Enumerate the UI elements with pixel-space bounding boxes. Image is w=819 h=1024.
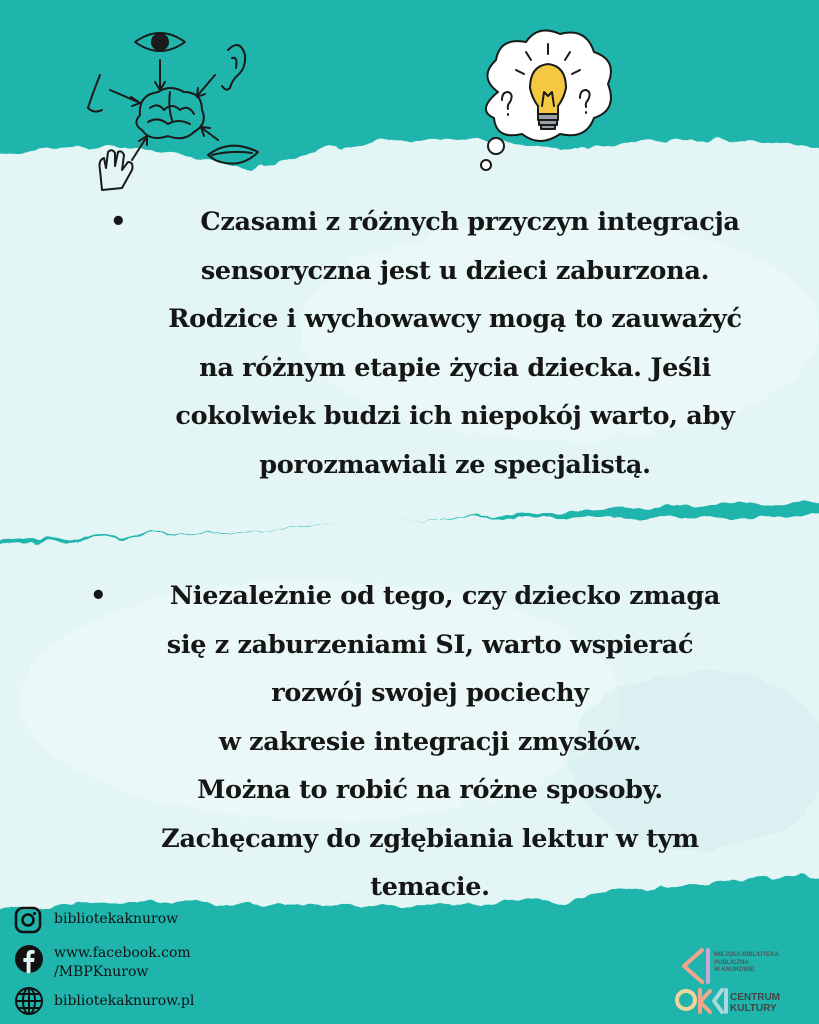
bullet-text-line: Niezależnie od tego, czy dziecko zmaga <box>169 581 721 611</box>
bullet-point-1 <box>100 198 780 489</box>
bullet-text-line: Można to robić na różne sposoby. <box>197 775 663 805</box>
facebook-url-line2: /MBPKnurow <box>54 964 149 980</box>
culture-center-line2: KULTURY <box>730 1003 777 1014</box>
nose-icon <box>88 75 102 112</box>
globe-icon <box>14 986 44 1016</box>
bullet-text-line: sensoryczna jest u dzieci zaburzona. <box>200 255 710 286</box>
library-name <box>714 952 794 975</box>
library-name-line2: PUBLICZNA <box>714 959 749 966</box>
bullet-dot: • <box>110 207 127 237</box>
library-name-line1: MIEJSKA BIBLIOTEKA <box>714 952 779 958</box>
bullet-text-line: cokolwiek budzi ich niepokój warto, aby <box>175 401 735 431</box>
bullet-text-line: rozwój swojej pociechy <box>271 678 589 708</box>
website-url: bibliotekaknurow.pl <box>54 993 195 1009</box>
bullet-point-2 <box>80 572 770 912</box>
culture-center-name <box>730 992 780 1014</box>
bullet-text-line: w zakresie integracji zmysłów. <box>218 726 642 757</box>
bullet-text-line: na różnym etapie życia dziecka. Jeśli <box>199 352 711 383</box>
hand-icon <box>100 150 133 190</box>
instagram-icon <box>14 906 42 934</box>
bullet-dot: • <box>90 581 107 611</box>
facebook-url-line1: www.facebook.com <box>54 945 191 961</box>
senses-brain-illustration <box>80 20 270 195</box>
bullet-text-line: temacie. <box>370 872 490 902</box>
lightbulb-idea-icon <box>468 22 628 182</box>
facebook-icon <box>14 944 44 974</box>
ear-icon <box>222 45 245 90</box>
bullet-text-line: Rodzice i wychowawcy mogą to zauważyć <box>168 304 742 334</box>
library-name-line3: W KNUROWIE <box>714 967 755 973</box>
bullet-text-line: Zachęcamy do zgłębiania lektur w tym <box>161 823 699 854</box>
library-logo <box>672 942 812 1022</box>
bullet-text-line: się z zaburzeniami SI, warto wspierać <box>166 629 694 660</box>
facebook-url <box>54 944 191 982</box>
instagram-handle: bibliotekaknurow <box>54 911 179 927</box>
bullet-text-line: porozmawiali ze specjalistą. <box>259 449 651 480</box>
culture-center-line1: CENTRUM <box>730 992 780 1003</box>
bullet-text-line: Czasami z różnych przyczyn integracja <box>200 207 740 237</box>
